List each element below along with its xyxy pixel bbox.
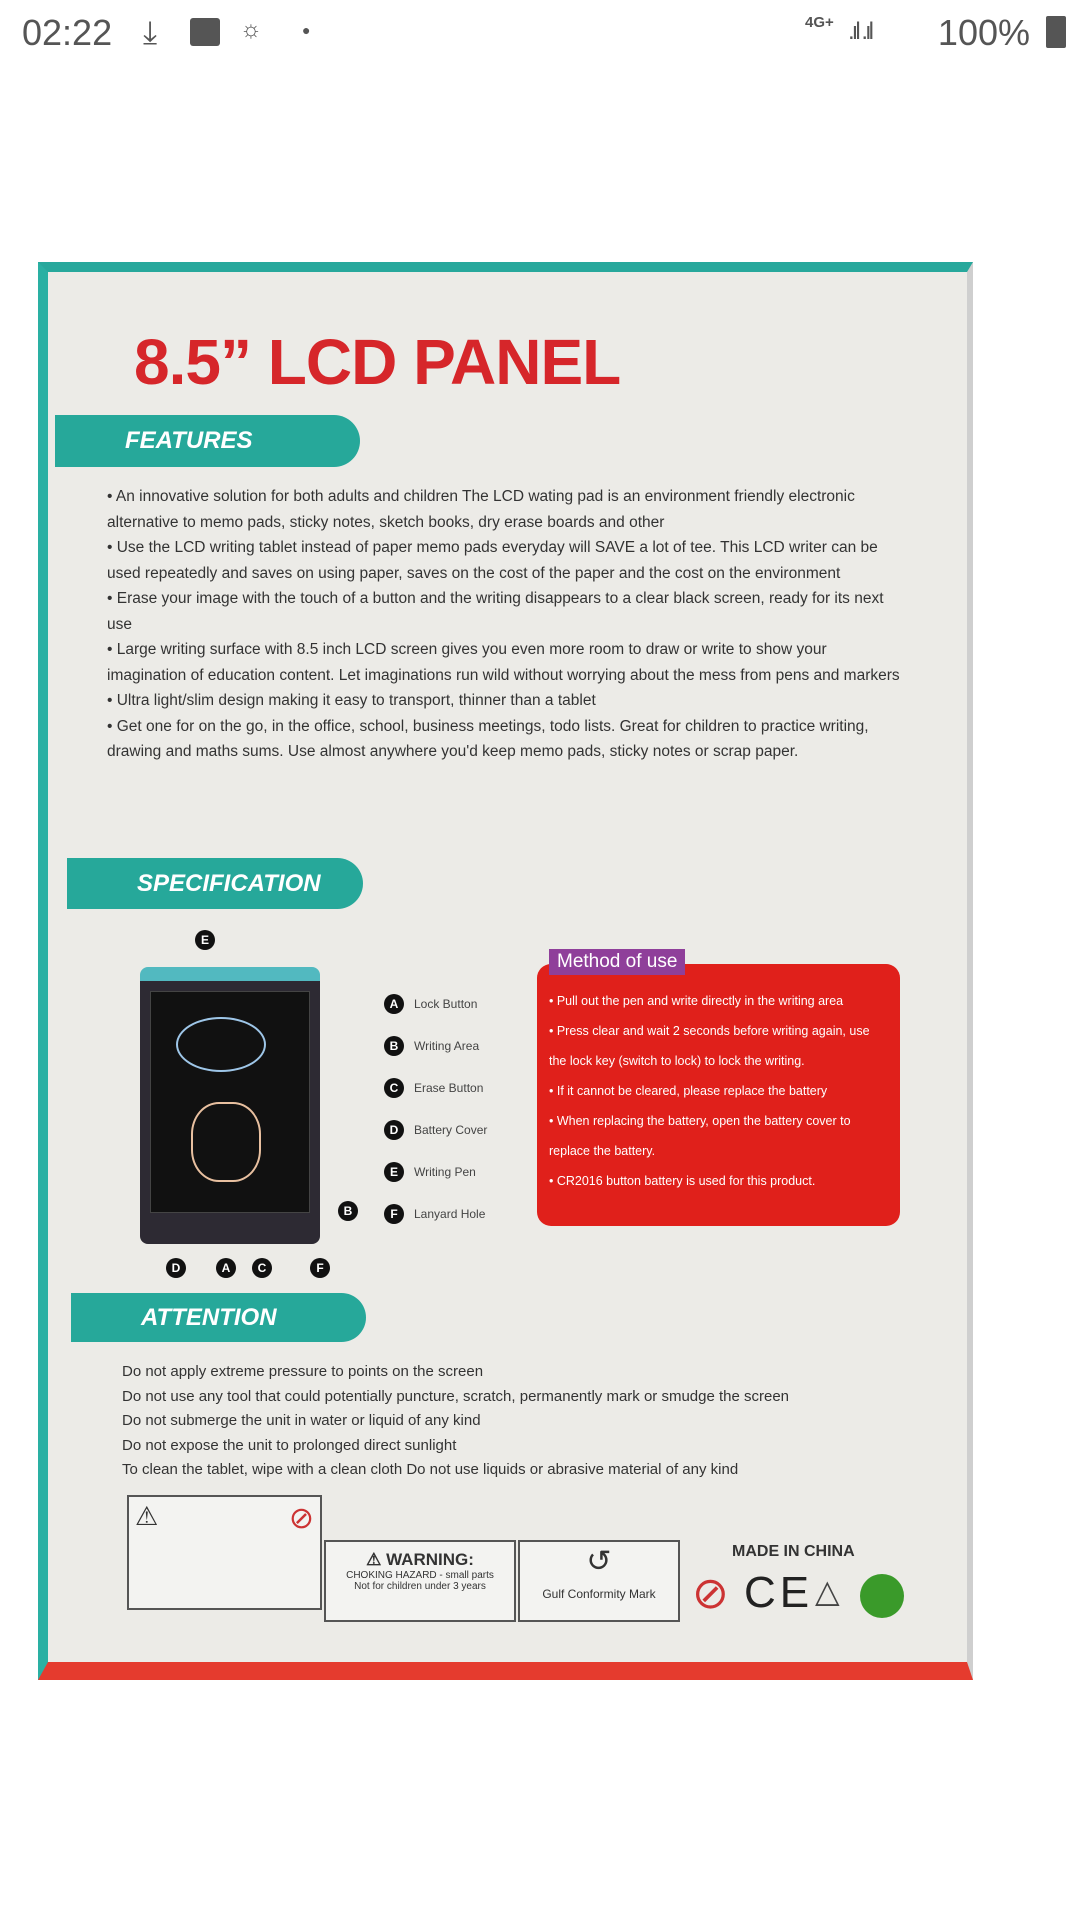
gulf-conformity-badge — [518, 1540, 680, 1622]
warning-triangle-icon: ⚠ — [366, 1550, 387, 1569]
gulf-label: Gulf Conformity Mark — [542, 1587, 656, 1601]
signal-icon: .ıl .ıl — [848, 18, 872, 45]
attention-item: To clean the tablet, wipe with a clean cloth Do not use liquids or abrasive material of any kind — [122, 1461, 739, 1478]
part-key: E — [384, 1162, 404, 1182]
image-icon — [190, 18, 220, 46]
features-heading: FEATURES — [55, 415, 360, 467]
feature-item: • Use the LCD writing tablet instead of paper memo pads everyday will SAVE a lot of tee. This LCD writer can be used repeatedly and saves on using paper, saves on the cost of the paper and the cost on the environment — [107, 539, 878, 582]
gulf-mark-icon: ↺ — [586, 1545, 612, 1578]
network-type: 4G+ — [805, 14, 834, 31]
part-label: Lanyard Hole — [414, 1207, 486, 1221]
warning-title — [326, 1550, 514, 1570]
method-item: • When replacing the battery, open the battery cover to replace the battery. — [549, 1114, 851, 1158]
feature-item: • Erase your image with the touch of a button and the writing disappears to a clear black screen, ready for its next use — [107, 590, 884, 633]
method-item: • If it cannot be cleared, please replace the battery — [549, 1084, 828, 1098]
dot-icon: ● — [302, 22, 311, 38]
parts-legend — [384, 983, 487, 1235]
feature-item: • Get one for on the go, in the office, school, business meetings, todo lists. Great for children to practice writing, drawing and maths sums. Use almost anywhere you'd keep memo pads, sticky notes or scrap paper. — [107, 717, 869, 760]
callout-bottom: D — [166, 1258, 186, 1278]
part-label: Lock Button — [414, 997, 478, 1011]
attention-heading: ATTENTION — [71, 1293, 366, 1342]
part-label: Battery Cover — [414, 1123, 488, 1137]
ce-mark-icon: CE — [744, 1568, 814, 1617]
callout-side: B — [338, 1201, 358, 1221]
battery-icon — [1046, 16, 1066, 48]
method-item: • Press clear and wait 2 seconds before writing again, use the lock key (switch to lock) to lock the writing. — [549, 1024, 870, 1068]
attention-item: Do not apply extreme pressure to points on the screen — [122, 1363, 484, 1380]
warning-text: CHOKING HAZARD - small parts — [346, 1570, 494, 1581]
tablet-illustration — [140, 967, 320, 1244]
callout-bottom: C — [252, 1258, 272, 1278]
status-bar — [0, 0, 1080, 70]
warning-sub: Not for children under 3 years — [354, 1581, 486, 1592]
recycling-triangle-icon: △ — [815, 1573, 840, 1609]
features-list — [107, 484, 907, 765]
part-key: D — [384, 1120, 404, 1140]
green-dot-icon — [860, 1574, 904, 1618]
part-label: Erase Button — [414, 1081, 484, 1095]
part-key: A — [384, 994, 404, 1014]
download-icon: ⤓ — [143, 14, 158, 50]
feature-item: • Ultra light/slim design making it easy to transport, thinner than a tablet — [107, 692, 596, 709]
part-label: Writing Pen — [414, 1165, 476, 1179]
age-warning-badge — [127, 1495, 322, 1610]
choking-warning-badge — [324, 1540, 516, 1622]
part-key: B — [384, 1036, 404, 1056]
no-small-children-icon: ⊘ — [288, 1502, 314, 1535]
attention-item: Do not use any tool that could potentially puncture, scratch, permanently mark or smudge the screen — [122, 1387, 790, 1405]
no-small-children-icon: ⊘ — [692, 1569, 729, 1618]
feature-item: • An innovative solution for both adults and children The LCD wating pad is an environment friendly electronic alternative to memo pads, sticky notes, sketch books, dry erase boards and other — [107, 488, 855, 531]
method-item: • Pull out the pen and write directly in the writing area — [549, 994, 844, 1008]
callout-bottom: F — [310, 1258, 330, 1278]
attention-item: Do not submerge the unit in water or liquid of any kind — [122, 1412, 481, 1429]
part-label: Writing Area — [414, 1039, 480, 1053]
speech-bubble-drawing — [176, 1017, 266, 1072]
method-item: • CR2016 button battery is used for this product. — [549, 1174, 816, 1188]
made-in-china: MADE IN CHINA — [732, 1543, 855, 1560]
callout-top: E — [195, 930, 215, 950]
battery-percent: 100% — [937, 12, 1030, 53]
specification-heading: SPECIFICATION — [67, 858, 363, 909]
attention-item: Do not expose the unit to prolonged direct sunlight — [122, 1436, 457, 1454]
method-of-use-heading: Method of use — [549, 949, 685, 975]
callout-bottom: A — [216, 1258, 236, 1278]
warning-title-text: WARNING: — [386, 1550, 474, 1569]
product-title: 8.5” LCD PANEL — [134, 326, 621, 398]
tablet-screen — [150, 991, 310, 1213]
part-key: C — [384, 1078, 404, 1098]
weather-icon: ☼ — [240, 16, 262, 43]
feature-item: • Large writing surface with 8.5 inch LCD screen gives you even more room to draw or write to show your imagination of education content. Let imaginations run wild without worrying about the mess from pens and markers — [107, 641, 900, 684]
status-time: 02:22 — [22, 12, 113, 53]
attention-list — [122, 1360, 789, 1483]
doodle-drawing — [191, 1102, 261, 1182]
method-of-use-box — [537, 964, 900, 1226]
part-key: F — [384, 1204, 404, 1224]
warning-triangle-icon: ⚠ — [135, 1501, 159, 1531]
